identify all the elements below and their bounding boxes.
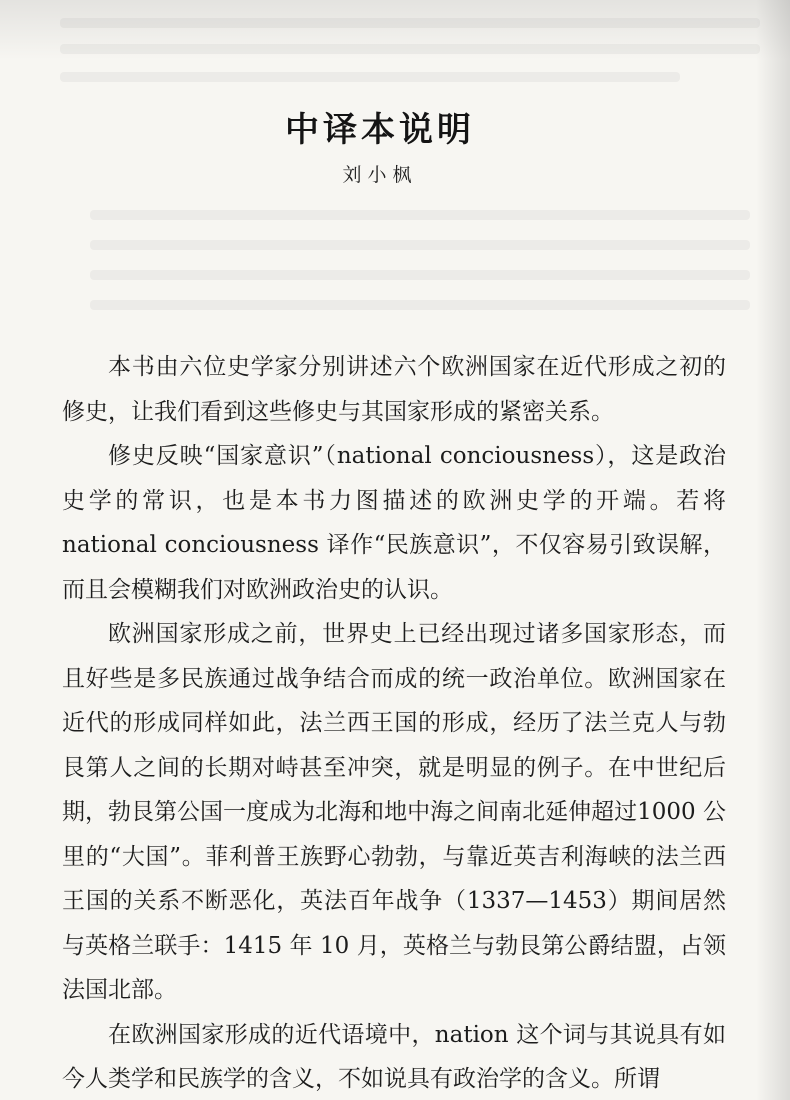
- paragraph: 欧洲国家形成之前，世界史上已经出现过诸多国家形态，而且好些是多民族通过战争结合而成的统一政治单位。欧洲国家在近代的形成同样如此，法兰西王国的形成，经历了法兰克人与勃艮第人之间的长期对峙甚至冲突，就是明显的例子。在中世纪后期，勃艮第公国一度成为北海和地中海之间南北延伸超过1000 公里的“大国”。菲利普王族野心勃勃，与靠近英吉利海峡的法兰西王国的关系不断恶化，英法百年战争（1337—1453）期间居然与英格兰联手：1415 年 10 月，英格兰与勃艮第公爵结盟，占领法国北部。: [62, 621, 726, 1003]
- paragraph: 本书由六位史学家分别讲述六个欧洲国家在近代形成之初的修史，让我们看到这些修史与其国家形成的紧密关系。: [62, 354, 726, 425]
- bleed-through-line: [90, 210, 750, 220]
- page-title: 中译本说明: [285, 110, 475, 150]
- author-name: 刘小枫: [342, 164, 418, 186]
- paragraph: 在欧洲国家形成的近代语境中，nation 这个词与其说具有如今人类学和民族学的含义，不如说具有政治学的含义。所谓: [62, 1021, 726, 1092]
- bleed-through-line: [90, 240, 750, 250]
- bleed-through-line: [60, 72, 680, 82]
- bleed-through-line: [90, 300, 750, 310]
- bleed-through-line: [90, 270, 750, 280]
- scan-shadow-right: [756, 0, 790, 1100]
- body-text: [62, 345, 726, 1100]
- paragraph: 修史反映“国家意识”（national conciousness），这是政治史学的常识，也是本书力图描述的欧洲史学的开端。若将 national conciousness 译作“民族意识”，不仅容易引致误解，而且会模糊我们对欧洲政治史的认识。: [62, 443, 726, 603]
- bleed-through-line: [60, 44, 760, 54]
- bleed-through-line: [60, 18, 760, 28]
